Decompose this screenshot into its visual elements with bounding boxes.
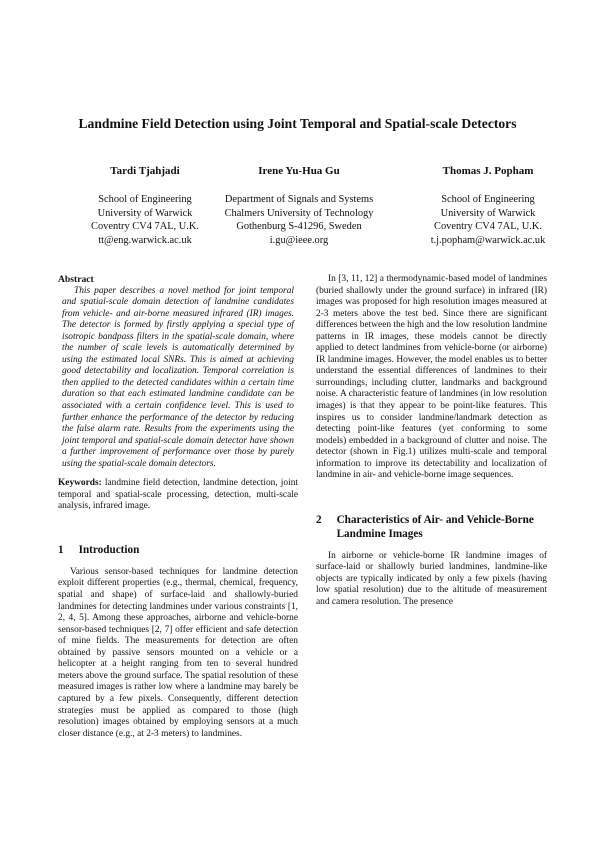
left-column — [58, 274, 298, 740]
section-number: 2 — [316, 513, 322, 526]
author-name: Irene Yu-Hua Gu — [258, 165, 340, 177]
author-address: Coventry CV4 7AL, U.K. — [434, 221, 542, 232]
section-2-paragraph-1: In airborne or vehicle-borne IR landmine images of surface-laid or shallowly buried landmines, landmine-like objects are typically indicated by only a few pixels (having low spatial resolution) due to the altitude of measurement and camera resolution. The presence — [316, 550, 547, 608]
author-address: Coventry CV4 7AL, U.K. — [91, 221, 199, 232]
author-affiliation: Department of Signals and Systems — [224, 194, 374, 205]
author-email: t.j.popham@warwick.ac.uk — [430, 234, 546, 246]
section-title: Introduction — [78, 543, 140, 556]
section-1-heading — [58, 543, 298, 557]
keywords-label: Keywords: — [58, 478, 102, 489]
author-affiliation: School of Engineering — [98, 194, 192, 205]
author-affiliation: University of Warwick — [97, 207, 193, 219]
author-address: Gothenburg S-41296, Sweden — [236, 221, 362, 232]
section-1-paragraph-2: In [3, 11, 12] a thermodynamic-based model of landmines (buried shallowly under the ground surface) in infrared (IR) images was proposed for high resolution images measured at 2-3 meters above the test bed. Since there are significant differences between the high and the low resolution landmine patterns in IR images, these models cannot be directly applied to detect landmines from vehicle-borne (or airborne) IR landmine images. However, the model enables us to better understand the essential differences of landmines to their surroundings, including clutter, landmarks and background noise. A characteristic feature of landmines (in low resolution images) is that they appear to be point-like features. This inspires us to consider landmine/landmark detection as detecting point-like features (yet conforming to some models) embedded in a background of clutter and noise. The detector (shown in Fig.1) utilizes multi-scale and temporal information to improve its detectability and localization of landmine in air- and vehicle-borne image sequences. — [316, 274, 548, 481]
author-block-3 — [402, 164, 574, 247]
section-1-paragraph-1: Various sensor-based techniques for landmine detection exploit different properties (e.g., thermal, chemical, frequency, spatial and shape) of surface-laid and shallowly-buried landmines for detecting landmines under various constraints [1, 2, 4, 5]. Among these approaches, airborne and vehicle-borne sensor-based techniques [2, 7] offer efficient and safe detection of mine fields. The measurements for detection are often obtained by passive sensors mounted on a vehicle or a helicopter at a height ranging from ten to several hundred meters above the ground surface. The spatial resolution of these measured images is rather low where a landmine may barely be captured by a few pixels. Consequently, different detection strategies must be applied as compared to those (high resolution) images obtained by employing sensors at a much closer distance (e.g., at 2-3 meters) to landmines. — [58, 566, 298, 739]
section-number: 1 — [58, 543, 64, 556]
abstract-body: This paper describes a novel method for joint temporal and spatial-scale domain detection of landmine candidates from vehicle- and air-borne measured infrared (IR) images. The detector is formed by firstly applying a special type of isotropic bandpass filters in the spatial-scale domain, where the number of scale levels is automatically determined by using the estimated local SNRs. This is aimed at achieving good detectability and localization. Temporal correlation is then applied to the detected candidates within a certain time duration so that each estimated landmine candidate can be associated with a certain confidence level. This is used to further enhance the performance of the detector by reducing the false alarm rate. Results from the experiments using the joint temporal and spatial-scale domain detector have shown a further improvement of performance over those by purely using the spatial-scale domain detectors. — [62, 285, 294, 469]
author-affiliation: University of Warwick — [440, 207, 536, 219]
keywords-text: landmine field detection, landmine detection, joint temporal and spatial-scale processing, detection, multi-scale analysis, infrared image. — [58, 478, 298, 512]
paper-title: Landmine Field Detection using Joint Temporal and Spatial-scale Detectors — [78, 116, 517, 131]
author-block-2 — [198, 164, 400, 247]
author-affiliation: School of Engineering — [441, 194, 535, 205]
keywords — [58, 478, 298, 513]
author-email: tt@eng.warwick.ac.uk — [98, 234, 192, 246]
section-2-heading — [316, 513, 547, 541]
right-column — [316, 274, 547, 609]
author-name: Thomas J. Popham — [442, 165, 534, 177]
abstract-heading: Abstract — [58, 274, 94, 285]
author-name: Tardi Tjahjadi — [110, 165, 180, 177]
author-email: i.gu@ieee.org — [269, 234, 329, 246]
section-title: Characteristics of Air- and Vehicle-Borne Landmine Images — [336, 513, 534, 540]
author-affiliation: Chalmers University of Technology — [224, 207, 374, 219]
